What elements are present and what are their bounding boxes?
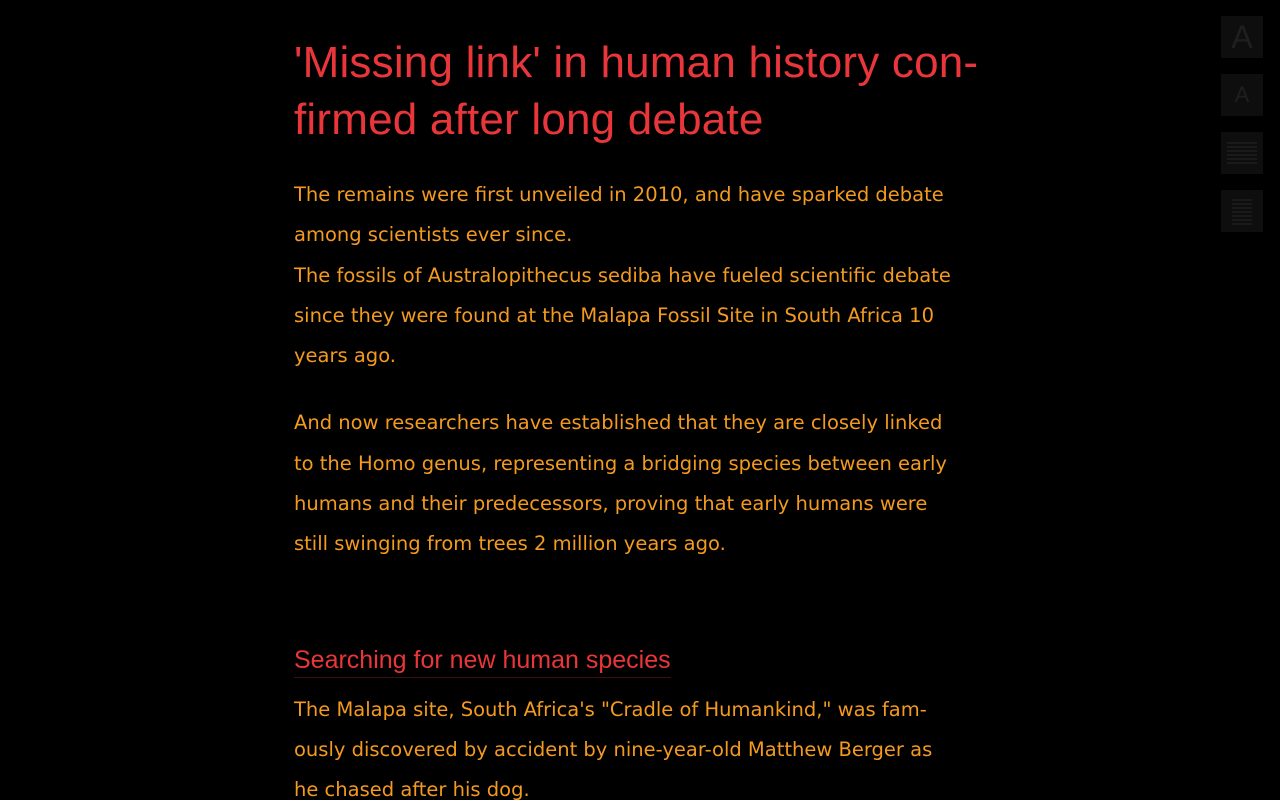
paragraph-line: since they were found at the Malapa Fossil Site in South Africa 10 <box>294 303 934 327</box>
paragraph-line: still swinging from trees 2 million years ago. <box>294 532 726 556</box>
article <box>294 34 984 800</box>
article-paragraph <box>294 175 984 256</box>
justify-text-button[interactable] <box>1221 132 1263 174</box>
paragraph-line: The Malapa site, South Africa's "Cradle of Humankind," was fam- <box>294 697 927 721</box>
font-size-decrease-icon: A <box>1234 82 1250 107</box>
paragraph-line: years ago. <box>294 344 396 368</box>
paragraph-line: ously discovered by accident by nine-year-old Matthew Berger as <box>294 737 933 761</box>
headline-line: 'Missing link' in human history con- <box>294 38 979 87</box>
narrow-text-icon <box>1231 197 1253 225</box>
increase-font-button[interactable] <box>1221 16 1263 58</box>
headline-line: firmed after long debate <box>294 95 764 144</box>
narrow-text-button[interactable] <box>1221 190 1263 232</box>
decrease-font-button[interactable] <box>1221 74 1263 116</box>
article-headline <box>294 34 984 148</box>
justify-text-icon <box>1226 140 1258 166</box>
font-size-increase-icon: A <box>1231 19 1253 55</box>
paragraph-line: The fossils of Australopithecus sediba have fueled scientific debate <box>294 263 951 287</box>
paragraph-line: The remains were first unveiled in 2010, and have sparked debate <box>294 183 944 206</box>
reader-toolbar <box>1221 16 1263 248</box>
section-subheading: Searching for new human species <box>294 643 671 678</box>
paragraph-line: humans and their predecessors, proving that early humans were <box>294 492 928 516</box>
article-paragraph <box>294 690 984 800</box>
paragraph-line: among scientists ever since. <box>294 223 573 247</box>
article-paragraph <box>294 403 984 564</box>
paragraph-line: he chased after his dog. <box>294 778 530 800</box>
paragraph-line: to the Homo genus, representing a bridging species between early <box>294 451 947 475</box>
paragraph-line: And now researchers have established that they are closely linked <box>294 411 943 435</box>
article-paragraph <box>294 256 984 377</box>
